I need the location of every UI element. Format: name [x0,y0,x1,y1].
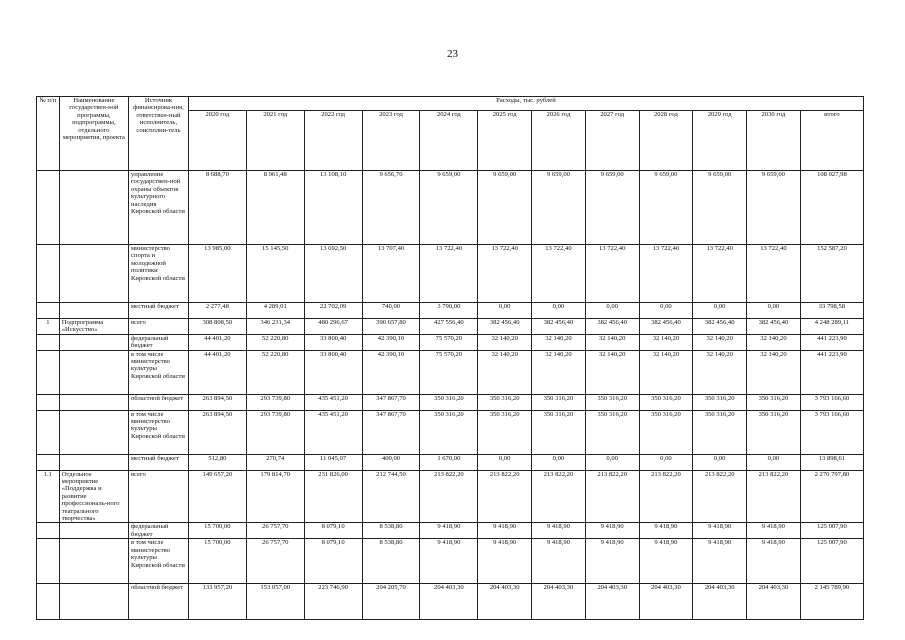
row-value: 0,00 [639,303,693,319]
row-value: 13 722,40 [585,245,639,303]
row-value: 133 957,20 [188,584,246,620]
row-value: 13 692,50 [304,245,362,303]
row-value: 15 145,50 [246,245,304,303]
row-value: 263 894,50 [188,410,246,454]
row-value: 32 140,20 [693,334,747,350]
row-number [37,454,60,470]
row-value: 350 316,20 [639,410,693,454]
table-row [37,319,864,335]
row-value: 0,00 [693,454,747,470]
header-row-1 [37,97,864,111]
row-value: 213 822,20 [639,470,693,523]
row-value: 9 659,00 [532,171,586,245]
row-value: 32 140,20 [639,350,693,394]
row-value: 52 220,80 [246,334,304,350]
row-value: 42 390,10 [362,334,420,350]
row-value: 32 140,20 [747,350,801,394]
row-value: 32 140,20 [585,350,639,394]
row-value: 125 007,90 [800,523,863,539]
row-value: 8 961,48 [246,171,304,245]
row-source: местный бюджет [128,454,188,470]
row-name [59,523,128,539]
row-source: министерство спорта и молодежной политики Кировской области [128,245,188,303]
row-name [59,350,128,394]
row-value: 8 688,70 [188,171,246,245]
row-number [37,334,60,350]
row-name [59,394,128,410]
row-value: 32 140,20 [532,350,586,394]
row-value: 293 739,80 [246,410,304,454]
row-value: 13 898,61 [800,454,863,470]
row-value: 33 800,40 [304,350,362,394]
row-value: 350 316,20 [747,410,801,454]
row-value: 32 140,20 [532,334,586,350]
row-value: 350 316,20 [478,394,532,410]
row-number [37,410,60,454]
row-value: 350 316,20 [693,410,747,454]
row-name [59,584,128,620]
row-value: 347 867,70 [362,394,420,410]
row-value: 15 700,00 [188,539,246,584]
row-source: областной бюджет [128,584,188,620]
row-value: 9 659,00 [693,171,747,245]
row-value: 2 270 797,80 [800,470,863,523]
row-name [59,171,128,245]
row-value: 22 702,09 [304,303,362,319]
row-value: 3 790,00 [420,303,478,319]
row-value: 125 007,90 [800,539,863,584]
table-row [37,523,864,539]
row-value: 42 390,10 [362,350,420,394]
row-name: Подпрограмма «Искусство» [59,319,128,335]
header-num: № п/п [37,97,60,171]
row-value: 390 657,80 [362,319,420,335]
row-value: 293 739,80 [246,394,304,410]
row-value: 0,00 [478,454,532,470]
header-year: 2024 год [420,111,478,171]
header-year: итого [800,111,863,171]
row-value: 9 418,90 [420,523,478,539]
row-value: 740,00 [362,303,420,319]
row-value: 32 140,20 [585,334,639,350]
row-value: 52 220,80 [246,350,304,394]
row-value: 382 456,40 [585,319,639,335]
row-value: 382 456,40 [478,319,532,335]
row-value: 350 316,20 [693,394,747,410]
row-value: 441 223,90 [800,350,863,394]
row-value: 382 456,40 [532,319,586,335]
header-year: 2023 год [362,111,420,171]
row-value: 32 140,20 [747,334,801,350]
row-value: 204 403,30 [420,584,478,620]
row-value: 32 140,20 [639,334,693,350]
row-value: 350 316,20 [420,394,478,410]
row-name [59,245,128,303]
row-value: 33 798,58 [800,303,863,319]
row-value: 13 722,40 [478,245,532,303]
row-number [37,245,60,303]
row-value: 213 822,20 [478,470,532,523]
row-value: 213 822,20 [693,470,747,523]
row-number: 1.1 [37,470,60,523]
header-year: 2027 год [585,111,639,171]
row-value: 9 418,90 [747,539,801,584]
row-value: 0,00 [747,303,801,319]
row-value: 0,00 [532,303,586,319]
row-value: 9 418,90 [532,539,586,584]
row-value: 204 403,30 [478,584,532,620]
row-value: 9 659,00 [639,171,693,245]
row-name [59,303,128,319]
row-value: 213 822,20 [747,470,801,523]
row-value: 13 707,40 [362,245,420,303]
row-name [59,539,128,584]
row-value: 435 451,20 [304,410,362,454]
row-value: 4 248 289,11 [800,319,863,335]
row-value: 350 316,20 [585,394,639,410]
row-value: 9 418,90 [585,539,639,584]
row-value: 152 587,20 [800,245,863,303]
row-value: 13 722,40 [639,245,693,303]
row-value: 9 418,90 [639,539,693,584]
row-value: 11 045,07 [304,454,362,470]
page-number: 23 [447,48,458,60]
row-value: 75 570,20 [420,334,478,350]
table-row [37,303,864,319]
row-value: 346 231,34 [246,319,304,335]
row-source: областной бюджет [128,394,188,410]
row-number [37,584,60,620]
row-value: 9 418,90 [585,523,639,539]
header-year: 2021 год [246,111,304,171]
table-row [37,394,864,410]
table-row [37,334,864,350]
row-value: 108 027,98 [800,171,863,245]
row-value: 204 403,30 [747,584,801,620]
row-value: 480 296,67 [304,319,362,335]
header-source: Источник финансирова-ния, ответствен-ный исполнитель, соисполни-тель [128,97,188,171]
row-source: местный бюджет [128,303,188,319]
header-year: 2020 год [188,111,246,171]
row-value: 9 418,90 [478,523,532,539]
row-value: 350 316,20 [532,410,586,454]
row-value: 2 145 789,90 [800,584,863,620]
table-row [37,171,864,245]
row-value: 400,00 [362,454,420,470]
row-value: 0,00 [478,303,532,319]
row-value: 213 822,20 [585,470,639,523]
row-value: 9 418,90 [478,539,532,584]
row-value: 204 205,70 [362,584,420,620]
row-value: 427 556,40 [420,319,478,335]
row-number [37,171,60,245]
row-value: 9 656,70 [362,171,420,245]
row-value: 13 722,40 [420,245,478,303]
row-value: 350 316,20 [420,410,478,454]
row-name [59,410,128,454]
row-value: 382 456,40 [639,319,693,335]
row-value: 382 456,40 [747,319,801,335]
row-value: 270,74 [246,454,304,470]
row-value: 212 744,50 [362,470,420,523]
row-value: 8 538,80 [362,539,420,584]
row-source: в том числе министерство культуры Кировской области [128,539,188,584]
row-value: 75 570,20 [420,350,478,394]
row-value: 44 401,20 [188,334,246,350]
row-value: 4 289,01 [246,303,304,319]
table-body [37,97,864,620]
row-number [37,303,60,319]
header-year: 2022 год [304,111,362,171]
row-value: 0,00 [532,454,586,470]
row-value: 9 659,00 [747,171,801,245]
row-name: Отдельное мероприятие «Поддержка и развитие профессиональ-ного театрального творчества» [59,470,128,523]
row-value: 263 894,50 [188,394,246,410]
row-source: федеральный бюджет [128,523,188,539]
table-row [37,245,864,303]
row-value: 13 722,40 [693,245,747,303]
row-value: 44 401,20 [188,350,246,394]
budget-table [36,96,864,620]
row-value: 3 793 166,60 [800,410,863,454]
row-value: 9 418,90 [639,523,693,539]
table-row [37,539,864,584]
row-number [37,539,60,584]
row-number: 1 [37,319,60,335]
row-value: 350 316,20 [639,394,693,410]
row-value: 204 403,30 [693,584,747,620]
row-value: 13 722,40 [747,245,801,303]
row-value: 26 757,70 [246,539,304,584]
row-value: 347 867,70 [362,410,420,454]
row-value: 441 223,90 [800,334,863,350]
row-value: 350 316,20 [747,394,801,410]
row-value: 32 140,20 [478,350,532,394]
header-year: 2028 год [639,111,693,171]
table-row [37,470,864,523]
row-value: 0,00 [585,303,639,319]
row-value: 0,00 [639,454,693,470]
row-value: 149 657,20 [188,470,246,523]
row-value: 15 700,00 [188,523,246,539]
row-value: 213 822,20 [532,470,586,523]
row-value: 13 985,00 [188,245,246,303]
row-value: 8 079,10 [304,523,362,539]
row-value: 204 403,30 [639,584,693,620]
header-year: 2030 год [747,111,801,171]
row-value: 350 316,20 [585,410,639,454]
row-source: всего [128,319,188,335]
row-value: 9 418,90 [693,539,747,584]
row-value: 350 316,20 [478,410,532,454]
row-value: 0,00 [585,454,639,470]
row-value: 204 403,30 [532,584,586,620]
row-value: 512,80 [188,454,246,470]
row-number [37,523,60,539]
header-year: 2026 год [532,111,586,171]
row-value: 223 746,90 [304,584,362,620]
row-value: 3 793 166,60 [800,394,863,410]
row-value: 1 670,00 [420,454,478,470]
row-source: в том числе министерство культуры Кировской области [128,410,188,454]
row-value: 308 808,50 [188,319,246,335]
row-name [59,454,128,470]
row-source: управление государствен-ной охраны объектов культурного наследия Кировской области [128,171,188,245]
table-row [37,454,864,470]
row-value: 2 277,48 [188,303,246,319]
row-value: 26 757,70 [246,523,304,539]
row-number [37,394,60,410]
row-value: 0,00 [693,303,747,319]
row-value: 382 456,40 [693,319,747,335]
table-row [37,350,864,394]
row-value: 231 826,00 [304,470,362,523]
table-row [37,584,864,620]
row-value: 213 822,20 [420,470,478,523]
header-expenses: Расходы, тыс. рублей [188,97,863,111]
row-value: 9 418,90 [532,523,586,539]
row-value: 13 722,40 [532,245,586,303]
header-year: 2025 год [478,111,532,171]
row-value: 8 079,10 [304,539,362,584]
header-year: 2029 год [693,111,747,171]
row-value: 0,00 [747,454,801,470]
row-source: федеральный бюджет [128,334,188,350]
row-value: 33 800,40 [304,334,362,350]
row-value: 8 538,80 [362,523,420,539]
row-source: в том числе министерство культуры Кировской области [128,350,188,394]
row-number [37,350,60,394]
row-value: 153 057,00 [246,584,304,620]
row-value: 9 418,90 [420,539,478,584]
row-source: всего [128,470,188,523]
row-value: 13 108,10 [304,171,362,245]
row-value: 32 140,20 [693,350,747,394]
row-value: 204 403,30 [585,584,639,620]
row-value: 9 659,00 [420,171,478,245]
row-value: 9 659,00 [585,171,639,245]
row-value: 350 316,20 [532,394,586,410]
row-value: 179 814,70 [246,470,304,523]
row-value: 32 140,20 [478,334,532,350]
row-name [59,334,128,350]
row-value: 9 659,00 [478,171,532,245]
row-value: 9 418,90 [693,523,747,539]
row-value: 435 451,20 [304,394,362,410]
header-name: Наименование государствен-ной программы, подпрограммы, отдельного мероприятия, проекта [59,97,128,171]
table-row [37,410,864,454]
row-value: 9 418,90 [747,523,801,539]
